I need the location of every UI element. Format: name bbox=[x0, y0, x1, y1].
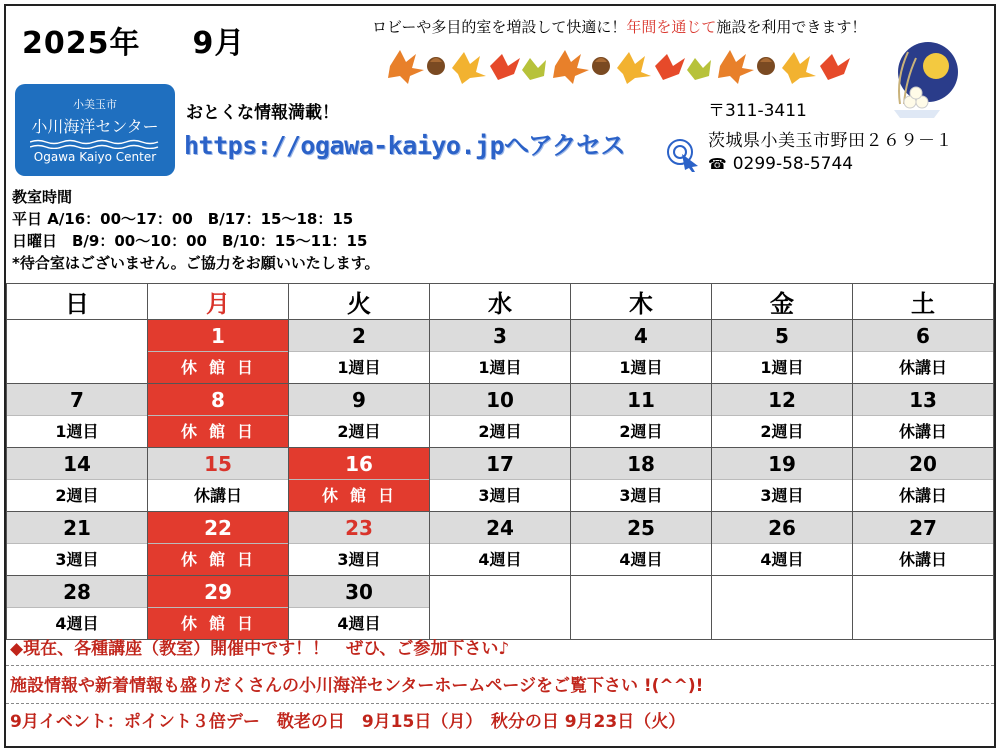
calendar-day-cell bbox=[712, 384, 853, 448]
weekday-mon: 月 bbox=[148, 284, 289, 320]
calendar-day-cell bbox=[712, 320, 853, 384]
calendar-day-cell bbox=[571, 576, 712, 640]
calendar-day-cell bbox=[7, 448, 148, 512]
click-pointer-icon bbox=[664, 136, 704, 172]
calendar-table bbox=[6, 283, 994, 640]
banner-text-highlight: 年間を通じて bbox=[626, 18, 717, 36]
day-status-label: 4週目 bbox=[712, 544, 852, 575]
class-hours-sunday: 日曜日 B/9：00～10：00 B/10：15～11：15 bbox=[12, 232, 368, 250]
day-status-label: 1週目 bbox=[7, 416, 147, 447]
day-status-label: 2週目 bbox=[289, 416, 429, 447]
day-status-label: 休講日 bbox=[853, 416, 993, 447]
calendar-week-row bbox=[7, 576, 994, 640]
calendar-day-cell bbox=[571, 512, 712, 576]
day-number: 19 bbox=[712, 448, 852, 480]
day-status-label: 1週目 bbox=[430, 352, 570, 383]
year-label: 2025年 bbox=[22, 26, 141, 61]
calendar-day-cell bbox=[289, 576, 430, 640]
day-number: 27 bbox=[853, 512, 993, 544]
calendar-day-cell bbox=[430, 576, 571, 640]
calendar-week-row bbox=[7, 384, 994, 448]
calendar-day-cell bbox=[289, 320, 430, 384]
logo-name: 小川海洋センター bbox=[31, 117, 159, 136]
day-number: 18 bbox=[571, 448, 711, 480]
day-status-label: 休館日 bbox=[148, 416, 288, 447]
day-status-label: 3週目 bbox=[7, 544, 147, 575]
day-number: 26 bbox=[712, 512, 852, 544]
day-status-label: 3週目 bbox=[430, 480, 570, 511]
day-number bbox=[7, 320, 147, 352]
day-status-label: 1週目 bbox=[712, 352, 852, 383]
calendar-day-cell bbox=[853, 576, 994, 640]
day-status-label: 2週目 bbox=[7, 480, 147, 511]
calendar-day-cell bbox=[148, 576, 289, 640]
day-number: 22 bbox=[148, 512, 288, 544]
day-number: 28 bbox=[7, 576, 147, 608]
info-label: おとくな情報満載！ bbox=[186, 103, 339, 123]
calendar-week-row bbox=[7, 512, 994, 576]
day-number: 1 bbox=[148, 320, 288, 352]
day-status-label: 3週目 bbox=[289, 544, 429, 575]
day-number: 2 bbox=[289, 320, 429, 352]
calendar-day-cell bbox=[571, 448, 712, 512]
calendar-day-cell bbox=[430, 384, 571, 448]
class-hours-title: 教室時間 bbox=[12, 188, 73, 206]
day-number: 29 bbox=[148, 576, 288, 608]
wave-icon bbox=[30, 139, 160, 149]
calendar-day-cell bbox=[7, 512, 148, 576]
calendar-day-cell bbox=[289, 512, 430, 576]
day-number: 6 bbox=[853, 320, 993, 352]
weekday-header-row bbox=[7, 284, 994, 320]
day-number: 25 bbox=[571, 512, 711, 544]
day-status-label: 4週目 bbox=[430, 544, 570, 575]
calendar-day-cell bbox=[148, 384, 289, 448]
calendar-day-cell bbox=[853, 448, 994, 512]
class-hours-weekday: 平日 A/16：00～17：00 B/17：15～18：15 bbox=[12, 210, 354, 228]
day-number: 23 bbox=[289, 512, 429, 544]
day-status-label: 休館日 bbox=[148, 608, 288, 639]
month-label: 9月 bbox=[192, 26, 246, 61]
day-number: 17 bbox=[430, 448, 570, 480]
calendar-body bbox=[7, 320, 994, 640]
calendar-day-cell bbox=[148, 448, 289, 512]
calendar-day-cell bbox=[289, 384, 430, 448]
calendar-day-cell bbox=[853, 512, 994, 576]
day-number: 15 bbox=[148, 448, 288, 480]
calendar-day-cell bbox=[430, 512, 571, 576]
day-number: 7 bbox=[7, 384, 147, 416]
calendar-day-cell bbox=[712, 448, 853, 512]
phone-icon: ☎ bbox=[708, 155, 727, 173]
calendar-day-cell bbox=[571, 384, 712, 448]
day-number: 21 bbox=[7, 512, 147, 544]
weekday-fri: 金 bbox=[712, 284, 853, 320]
postal-code: 〒311-3411 bbox=[708, 101, 807, 121]
day-number: 14 bbox=[7, 448, 147, 480]
day-status-label: 休館日 bbox=[148, 544, 288, 575]
weekday-thu: 木 bbox=[571, 284, 712, 320]
calendar-day-cell bbox=[7, 576, 148, 640]
calendar-day-cell bbox=[853, 384, 994, 448]
day-status-label: 2週目 bbox=[712, 416, 852, 447]
logo-english: Ogawa Kaiyo Center bbox=[33, 150, 157, 164]
center-logo bbox=[15, 84, 175, 176]
phone-number: 0299-58-5744 bbox=[732, 154, 854, 174]
day-number: 3 bbox=[430, 320, 570, 352]
day-number: 20 bbox=[853, 448, 993, 480]
banner-text-post: 施設を利用できます！ bbox=[716, 18, 867, 36]
calendar-day-cell bbox=[7, 320, 148, 384]
day-number: 9 bbox=[289, 384, 429, 416]
day-status-label: 4週目 bbox=[289, 608, 429, 639]
weekday-tue: 火 bbox=[289, 284, 430, 320]
calendar-day-cell bbox=[289, 448, 430, 512]
street-address: 茨城県小美玉市野田２６９－１ bbox=[708, 131, 953, 151]
footer-event: 9月イベント：ポイント３倍デー 敬老の日 9月15日（月） 秋分の日 9月23日（火） bbox=[10, 712, 686, 732]
day-status-label: 休館日 bbox=[289, 480, 429, 511]
day-status-label: 休講日 bbox=[148, 480, 288, 511]
day-number: 16 bbox=[289, 448, 429, 480]
day-number: 5 bbox=[712, 320, 852, 352]
day-status-label: 3週目 bbox=[712, 480, 852, 511]
day-status-label: 4週目 bbox=[571, 544, 711, 575]
calendar-day-cell bbox=[712, 576, 853, 640]
autumn-leaves-icon bbox=[380, 44, 860, 86]
weekday-sun: 日 bbox=[7, 284, 148, 320]
day-status-label: 休館日 bbox=[148, 352, 288, 383]
day-status-label: 休講日 bbox=[853, 480, 993, 511]
calendar-day-cell bbox=[571, 320, 712, 384]
day-status-label: 休講日 bbox=[853, 544, 993, 575]
weekday-wed: 水 bbox=[430, 284, 571, 320]
day-status-label: 2週目 bbox=[430, 416, 570, 447]
footer-homepage: 施設情報や新着情報も盛りだくさんの小川海洋センターホームページをご覧下さい !(^^)! bbox=[6, 668, 994, 704]
day-status-label: 1週目 bbox=[571, 352, 711, 383]
day-number: 30 bbox=[289, 576, 429, 608]
calendar-day-cell bbox=[148, 512, 289, 576]
day-status-label: 3週目 bbox=[571, 480, 711, 511]
website-link[interactable]: https://ogawa-kaiyo.jpへアクセス bbox=[184, 131, 626, 160]
weekday-sat: 土 bbox=[853, 284, 994, 320]
day-number: 24 bbox=[430, 512, 570, 544]
day-number: 10 bbox=[430, 384, 570, 416]
calendar-week-row bbox=[7, 448, 994, 512]
calendar-day-cell bbox=[430, 448, 571, 512]
class-hours bbox=[12, 186, 380, 274]
day-number: 11 bbox=[571, 384, 711, 416]
phone-line bbox=[708, 154, 853, 174]
banner-text bbox=[372, 16, 866, 37]
day-status-label: 4週目 bbox=[7, 608, 147, 639]
moon-viewing-icon bbox=[870, 38, 966, 120]
calendar-day-cell bbox=[148, 320, 289, 384]
calendar-week-row bbox=[7, 320, 994, 384]
logo-city: 小美玉市 bbox=[73, 98, 117, 111]
calendar-day-cell bbox=[7, 384, 148, 448]
page-title bbox=[22, 18, 245, 62]
day-status-label: 2週目 bbox=[571, 416, 711, 447]
day-status-label: 休講日 bbox=[853, 352, 993, 383]
day-number: 12 bbox=[712, 384, 852, 416]
day-number: 13 bbox=[853, 384, 993, 416]
day-status-label bbox=[7, 352, 147, 383]
day-number: 8 bbox=[148, 384, 288, 416]
day-number: 4 bbox=[571, 320, 711, 352]
calendar-day-cell bbox=[712, 512, 853, 576]
banner-text-pre: ロビーや多目的室を増設して快適に！ bbox=[372, 18, 627, 36]
class-hours-note: *待合室はございません。ご協力をお願いいたします。 bbox=[12, 254, 380, 272]
day-status-label: 1週目 bbox=[289, 352, 429, 383]
calendar-day-cell bbox=[430, 320, 571, 384]
calendar-day-cell bbox=[853, 320, 994, 384]
footer-notice: ◆現在、各種講座（教室）開催中です！！ ぜひ、ご参加下さい♪ bbox=[6, 632, 994, 666]
